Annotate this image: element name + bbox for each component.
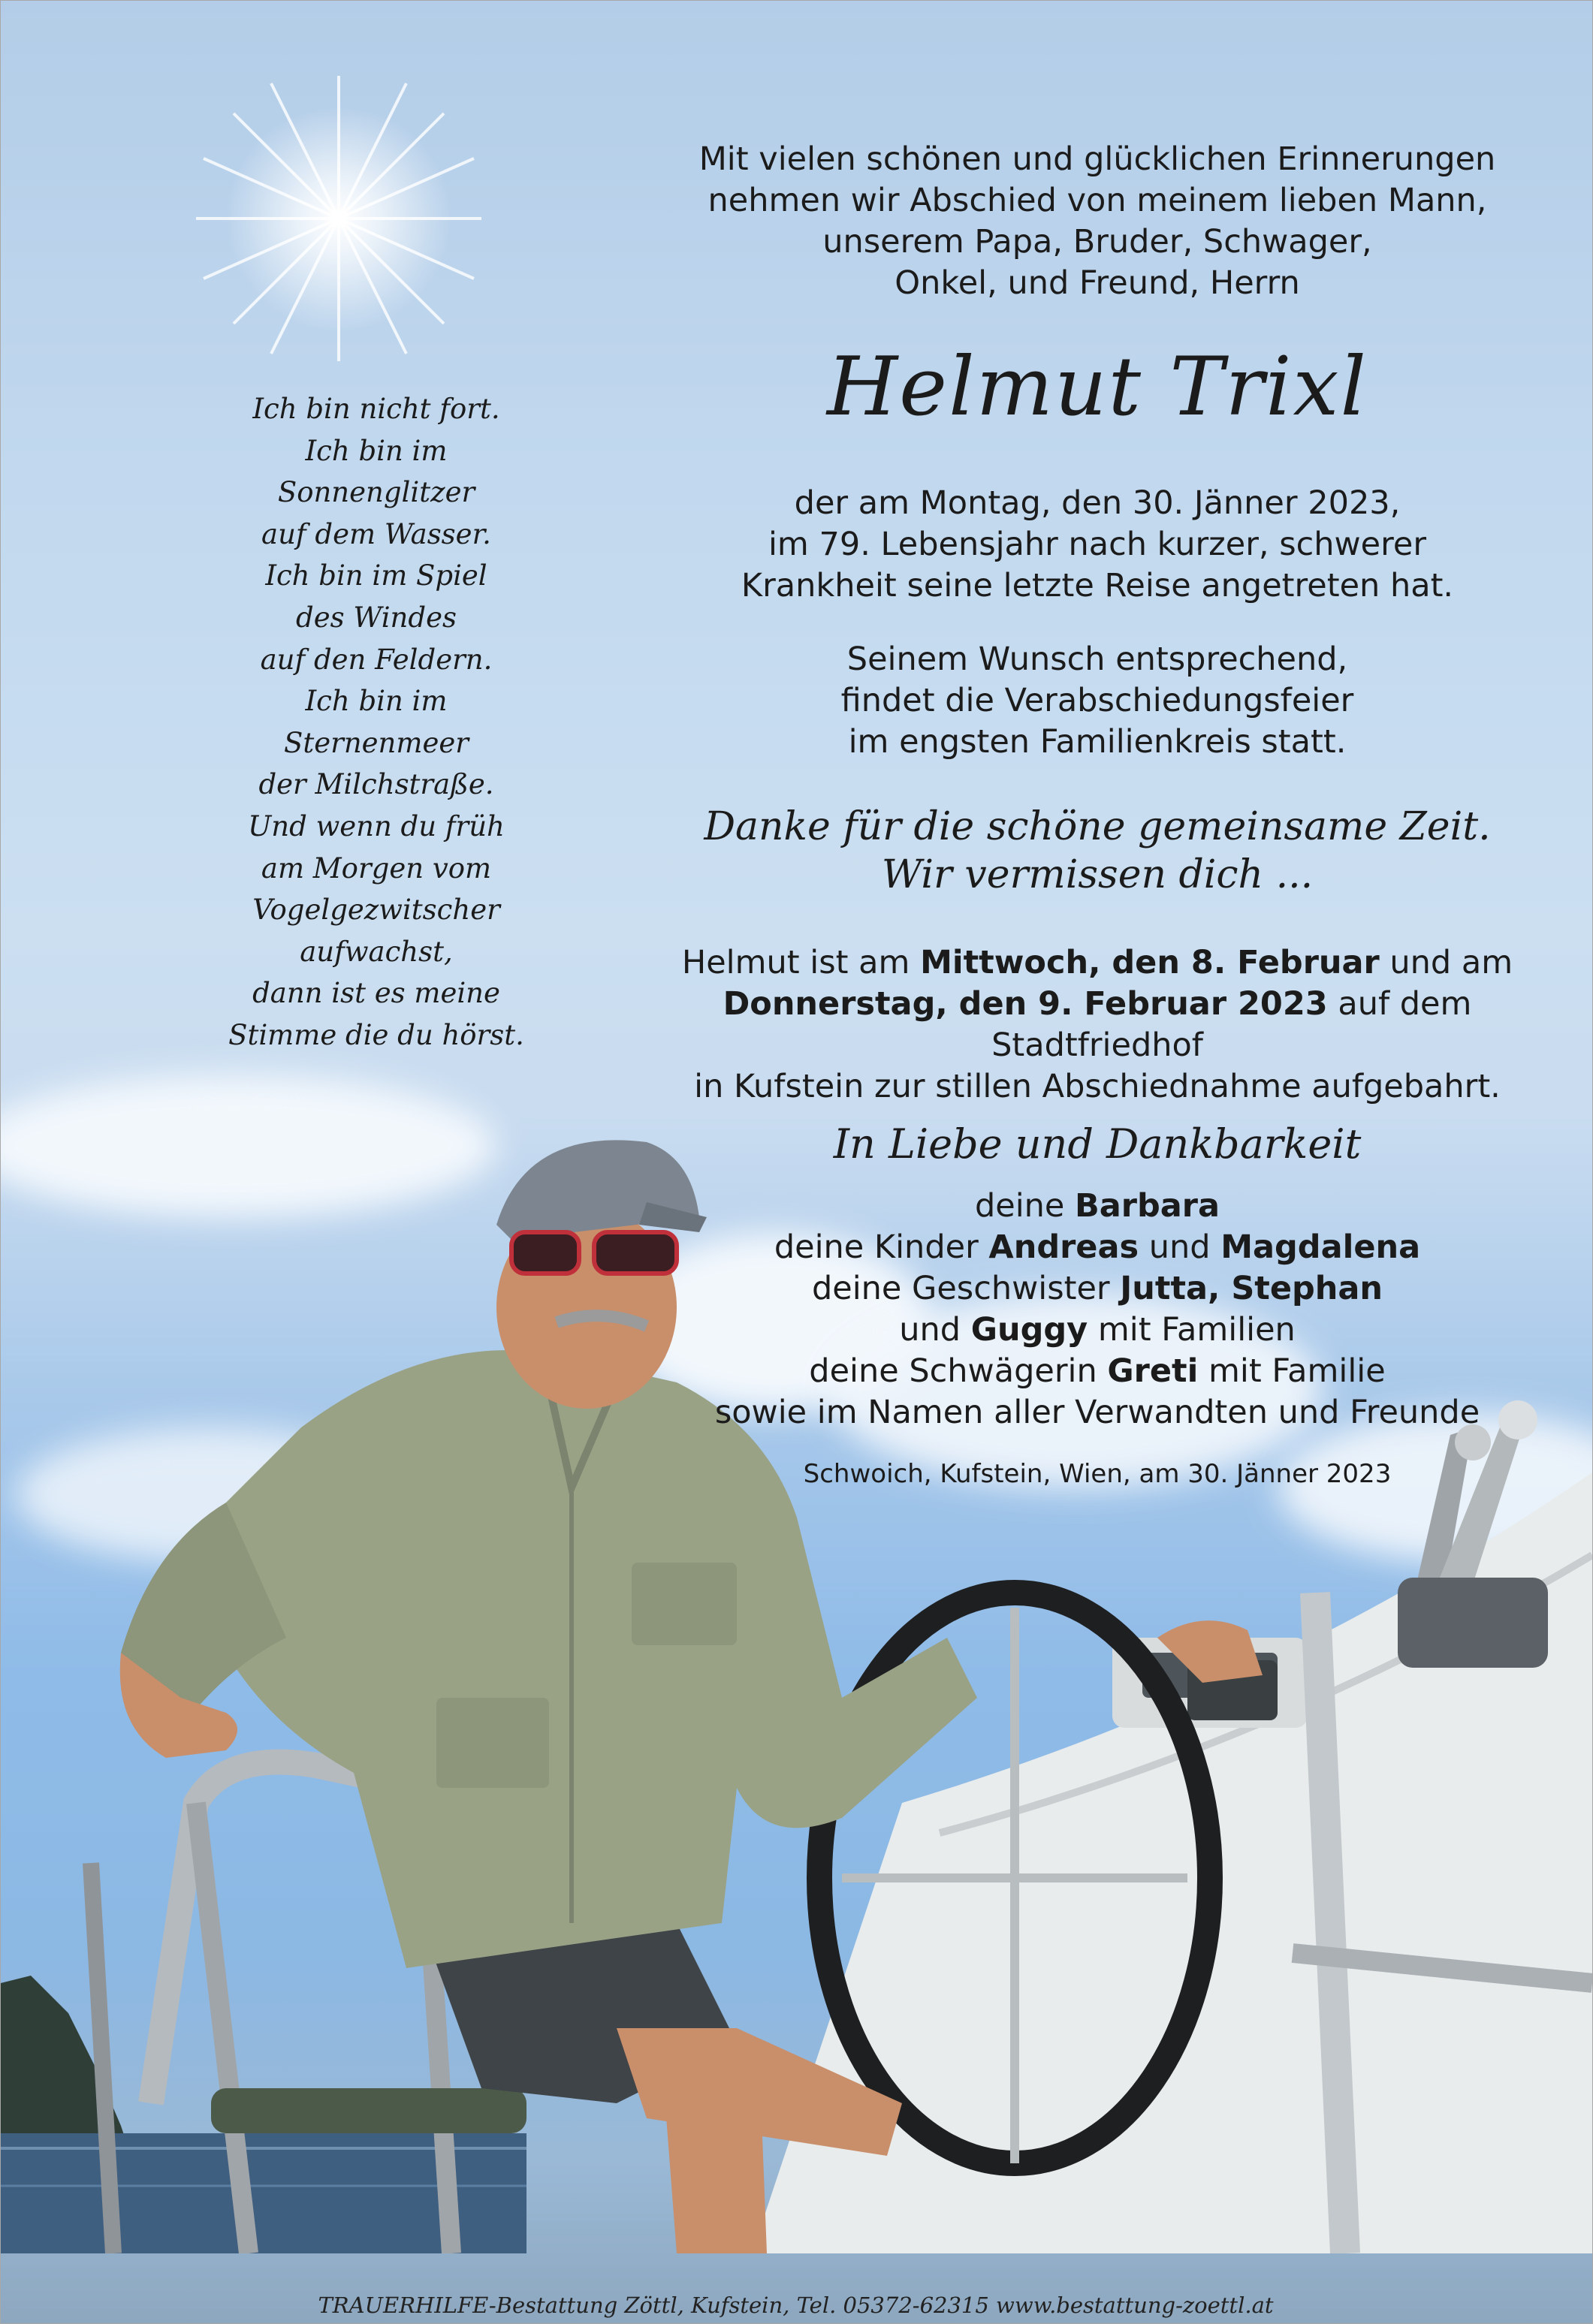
death-notice xyxy=(647,483,1548,607)
mourner-text: und xyxy=(899,1311,971,1349)
mourner-name: Andreas xyxy=(988,1228,1139,1266)
mourner-text: mit Familie xyxy=(1198,1352,1386,1390)
mourner-name: Greti xyxy=(1107,1352,1199,1390)
mourner-name: Jutta, Stephan xyxy=(1120,1270,1383,1307)
viewing-text: Helmut ist am xyxy=(681,944,921,981)
poem-line: Stimme die du hörst. xyxy=(228,1018,524,1051)
viewing-info xyxy=(647,942,1548,1108)
viewing-date-1: Mittwoch, den 8. Februar xyxy=(920,944,1380,981)
thanks-line: Danke für die schöne gemeinsame Zeit. xyxy=(704,804,1491,849)
poem-line: Ich bin im xyxy=(305,685,448,718)
poem-line: dann ist es meine xyxy=(252,977,500,1010)
poem-line: Vogelgezwitscher xyxy=(252,894,500,927)
poem-line: der Milchstraße. xyxy=(258,768,494,801)
footer-credit: TRAUERHILFE-Bestattung Zöttl, Kufstein, Tel. 05372-62315 www.bestattung-zoettl.at xyxy=(318,2292,1274,2318)
poem-line: Sternenmeer xyxy=(284,726,469,759)
mourner-line: sowie im Namen aller Verwandten und Freunde xyxy=(714,1394,1480,1431)
funeral-wish-line: findet die Verabschiedungsfeier xyxy=(840,682,1354,719)
poem-line: des Windes xyxy=(296,601,457,634)
intro-line: Mit vielen schönen und glücklichen Erinnerungen xyxy=(698,140,1496,178)
poem-line: auf den Feldern. xyxy=(260,643,493,676)
mourners-list xyxy=(647,1186,1548,1433)
intro-line: unserem Papa, Bruder, Schwager, xyxy=(822,223,1372,261)
intro-text xyxy=(647,139,1548,304)
viewing-line xyxy=(647,942,1548,984)
intro-line: nehmen wir Abschied von meinem lieben Mann, xyxy=(707,182,1487,219)
death-notice-line: im 79. Lebensjahr nach kurzer, schwerer xyxy=(768,526,1427,563)
thanks-message xyxy=(647,803,1548,899)
mourner-text: und xyxy=(1139,1228,1221,1266)
mourner-line xyxy=(647,1351,1548,1392)
poem-line: Sonnenglitzer xyxy=(277,476,475,509)
poem xyxy=(189,388,564,1057)
deceased-name: Helmut Trixl xyxy=(827,340,1368,434)
funeral-wish-line: im engsten Familienkreis statt. xyxy=(848,723,1347,761)
thanks-line: Wir vermissen dich ... xyxy=(881,852,1314,897)
mourner-text: deine xyxy=(974,1187,1076,1225)
viewing-text: und am xyxy=(1379,944,1513,981)
death-notice-line: der am Montag, den 30. Jänner 2023, xyxy=(794,484,1401,522)
mourner-line xyxy=(647,1186,1548,1227)
mourner-line xyxy=(647,1227,1548,1268)
place-date: Schwoich, Kufstein, Wien, am 30. Jänner 2023 xyxy=(803,1459,1392,1489)
intro-line: Onkel, und Freund, Herrn xyxy=(895,264,1300,302)
poem-line: Ich bin im Spiel xyxy=(265,559,487,592)
mourner-name: Barbara xyxy=(1075,1187,1220,1225)
viewing-date-2: Donnerstag, den 9. Februar 2023 xyxy=(723,985,1328,1023)
funeral-wish-line: Seinem Wunsch entsprechend, xyxy=(846,641,1348,678)
poem-line: Ich bin nicht fort. xyxy=(252,393,500,425)
poem-line: auf dem Wasser. xyxy=(261,517,491,550)
viewing-text: auf dem Stadtfriedhof xyxy=(991,985,1472,1064)
poem-line: am Morgen vom xyxy=(261,852,492,885)
poem-line: Und wenn du früh xyxy=(248,809,505,842)
funeral-wish xyxy=(647,639,1548,763)
sun-glare xyxy=(181,61,496,376)
mourner-text: mit Familien xyxy=(1088,1311,1296,1349)
mourner-line xyxy=(647,1268,1548,1310)
mourner-name: Magdalena xyxy=(1220,1228,1421,1266)
mourner-text: deine Kinder xyxy=(774,1228,989,1266)
mourner-text: deine Geschwister xyxy=(811,1270,1121,1307)
viewing-line xyxy=(647,984,1548,1066)
mourner-line xyxy=(647,1310,1548,1351)
mourner-text: deine Schwägerin xyxy=(809,1352,1108,1390)
viewing-line: in Kufstein zur stillen Abschiednahme aufgebahrt. xyxy=(694,1068,1501,1105)
mourner-name: Guggy xyxy=(970,1311,1088,1349)
death-notice-line: Krankheit seine letzte Reise angetreten hat. xyxy=(741,567,1454,604)
love-heading: In Liebe und Dankbarkeit xyxy=(833,1120,1362,1168)
poem-line: aufwachst, xyxy=(300,935,453,968)
poem-line: Ich bin im xyxy=(305,434,448,467)
